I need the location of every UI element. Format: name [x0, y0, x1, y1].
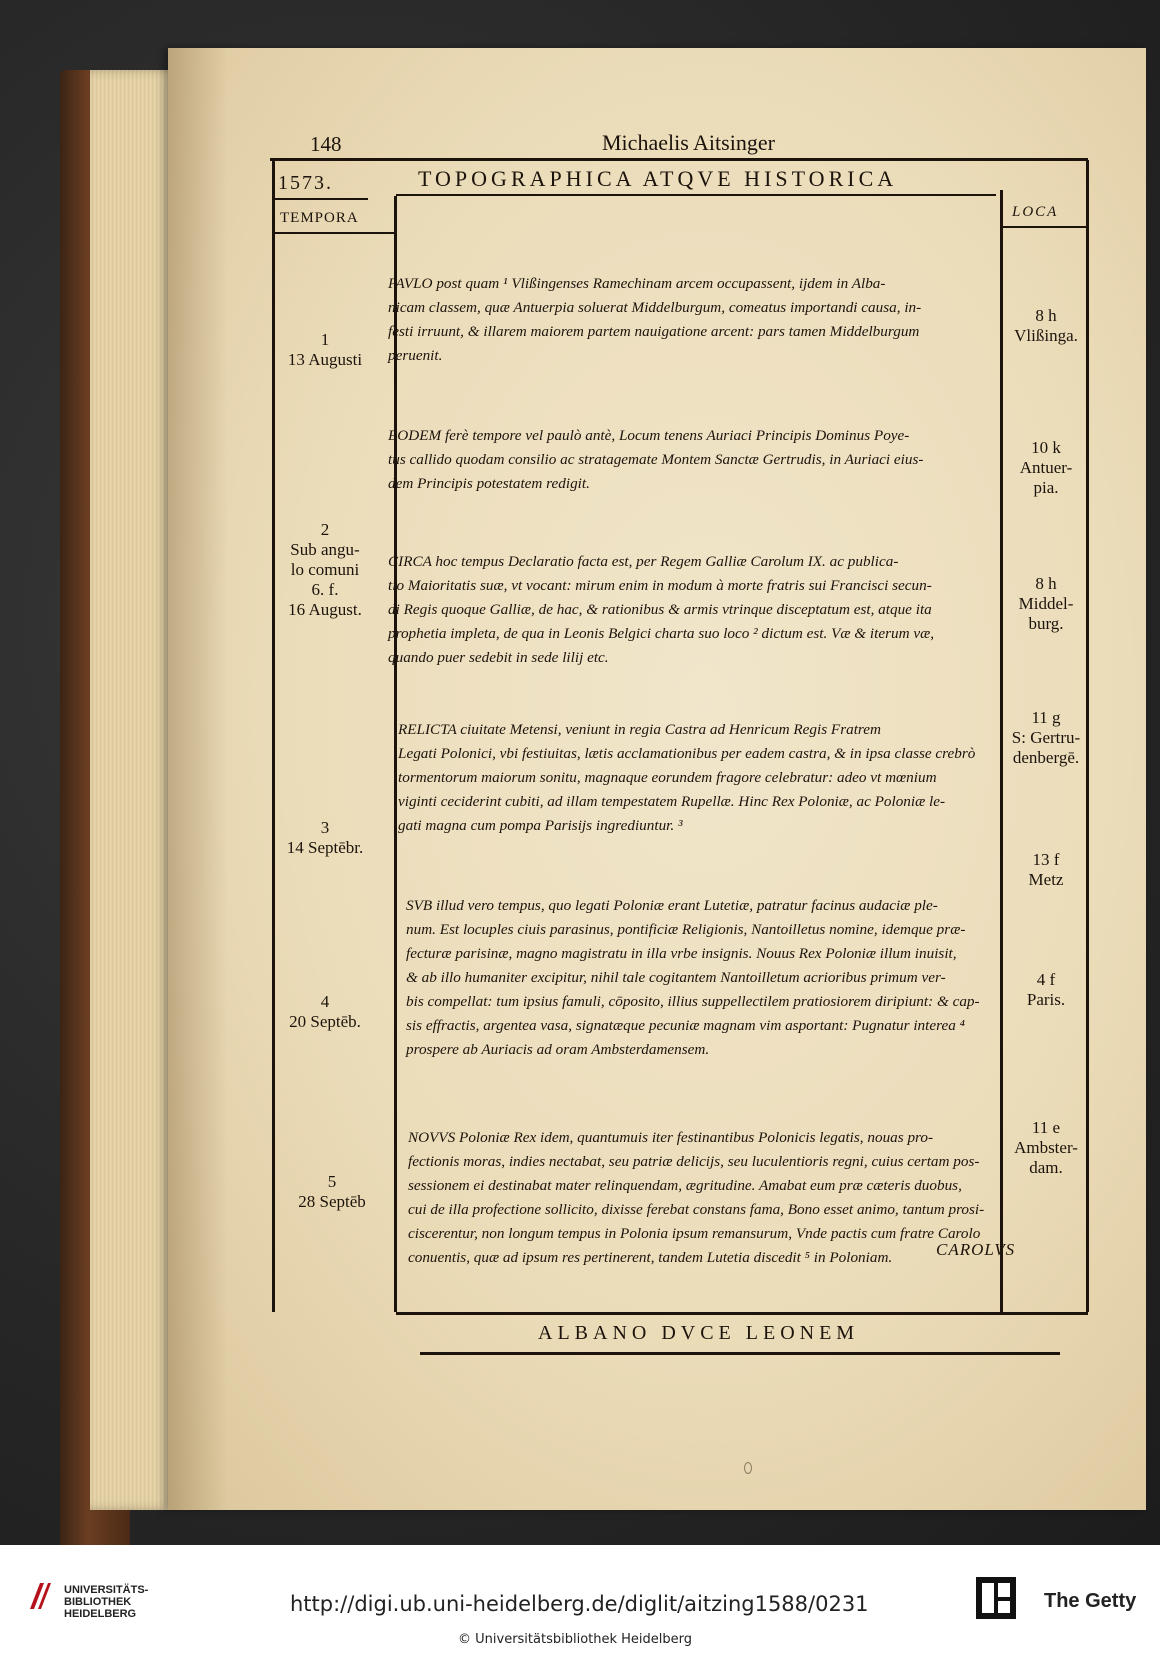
date-note-4: 4 20 Septēb. — [289, 992, 361, 1031]
page-mark — [744, 1462, 752, 1474]
paragraph-svb: SVB illud vero tempus, quo legati Poloniæ erant Lutetiæ, patratur facinus audaciæ ple- num. Est locuples ciuis parasinus, pontificiæ Religionis, Nantoilletus nomine, idemque præ- fecturæ parisinæ, magno magistratu in illa vrbe insignis. Nouus Rex Poloniæ illum inuisit, & ab illo humaniter excipitur, nihil tale cogitantem Nantoilletum acrioribus primum ver- bis compellat: tum ipsius famuli, cōposito, illius suppellectilem pratiosiorem diripiunt: & cap- sis effractis, argentea vasa, signatæque pecuniæ magnam vim asportant: Pugnatur interea ⁴ prospere ab Auriacis ad oram Ambsterdamensem. — [406, 897, 980, 1058]
footer-title: ALBANO DVCE LEONEM — [538, 1322, 860, 1344]
banner-underline — [396, 194, 996, 196]
paragraph-circa: CIRCA hoc tempus Declaratio facta est, per Regem Galliæ Carolum IX. ac publica- tio Maioritatis suæ, vt vocant: mirum enim in modum à morte fratris sui Francisci secun- di Regis quoque Galliæ, de hac, & rationibus & armis vtrinque disceptatum est, atque ita prophetia impleta, de qua in Leonis Belgici charta suo loco ² dictum est. Væ & iterum væ, quando puer sedebit in sede lilij etc. — [388, 553, 935, 666]
book-page-edges — [90, 70, 180, 1510]
source-url[interactable]: http://digi.ub.uni-heidelberg.de/diglit/aitzing1588/0231 — [290, 1592, 869, 1616]
date-note-5: 5 28 Septēb — [298, 1172, 366, 1211]
place-note-ambsterdam: 11 e Ambster- dam. — [1014, 1118, 1078, 1177]
loca-header: LOCA — [1012, 204, 1059, 220]
catchword: CAROLVS — [936, 1240, 1016, 1259]
paragraph-paulo: PAVLO post quam ¹ Vlißingenses Ramechinam arcem occupassent, ijdem in Alba- nicam classem, quæ Antuerpia soluerat Middelburgum, comeatus importandi causa, in- festi irruunt, & illarem maiorem partem nauigatione arcent: pars tamen Middelburgum peruenit. — [388, 275, 922, 364]
footer-rule — [420, 1352, 1060, 1355]
page-number: 148 — [310, 132, 342, 156]
date-note-1: 1 13 Augusti — [287, 330, 363, 369]
year-label: 1573. — [278, 172, 333, 194]
place-note-gertrudenberg: 11 g S: Gertru- denbergē. — [1011, 708, 1081, 767]
paragraph-relicta: RELICTA ciuitate Metensi, veniunt in regia Castra ad Henricum Regis Fratrem Legati Polonici, vbi festiuitas, lætis acclamationibus per eadem castra, & in ipsa classe crebrò tormentorum maiorum sonitu, magnaque eorundem fragore celebratur: adeo vt mœnium viginti ceciderint cubiti, ad illam tempestatem Rupellæ. Hinc Rex Poloniæ, ac Poloniæ le- gati magna cum pompa Parisijs ingrediuntur. ³ — [398, 721, 976, 834]
place-note-metz: 13 f Metz — [1028, 850, 1064, 889]
date-note-2: 2 Sub angu- lo comuni 6. f. 16 August. — [288, 520, 362, 619]
heidelberg-library-logo-icon — [28, 1581, 52, 1611]
banner-title: TOPOGRAPHICA ATQVE HISTORICA — [418, 166, 898, 191]
getty-partner-name: The Getty — [1044, 1590, 1137, 1612]
place-note-paris: 4 f Paris. — [1026, 970, 1066, 1009]
running-head: Michaelis Aitsinger — [602, 130, 775, 155]
top-rule — [270, 158, 1088, 161]
page-gutter-shadow — [168, 48, 228, 1510]
left-header-rule — [272, 232, 396, 234]
right-header-rule — [1000, 226, 1088, 228]
getty-logo-icon — [976, 1577, 1016, 1619]
place-note-middelburg: 8 h Middel- burg. — [1018, 574, 1074, 633]
paragraph-novvs: NOVVS Poloniæ Rex idem, quantumuis iter festinantibus Polonicis legatis, nouas pro- fectionis moras, indies nectabat, seu patriæ delicijs, seu luculentioris regni, cuius certam pos- sessionem ei destinabat mater relinquendam, ægritudine. Amabat eum præ cæteris duobus, cui de illa profectione sollicito, dixisse ferebat constans fama, Bono esset animo, tantum prosi- ciscerentur, non longum tempus in Polonia ipsum remansurum, Vnde pactis cum fratre Carolo conuentis, quæ ad ipsum res pertinerent, tandem Lutetia discedit ⁵ in Poloniam. — [408, 1129, 985, 1266]
bottom-rule — [396, 1312, 1088, 1315]
paragraph-eodem: EODEM ferè tempore vel paulò antè, Locum tenens Auriaci Principis Dominus Poye- tus callido quodam consilio ac stratagemate Montem Sanctæ Gertrudis, in Auriaci eius- dem Principis potestatem redigit. — [388, 427, 924, 492]
copyright-notice: © Universitätsbibliothek Heidelberg — [458, 1632, 693, 1647]
place-note-antuerpia: 10 k Antuer- pia. — [1019, 438, 1073, 497]
date-note-3: 3 14 Septēbr. — [286, 818, 364, 857]
left-subheader-rule — [272, 198, 368, 200]
library-name: UNIVERSITÄTS- BIBLIOTHEK HEIDELBERG — [64, 1584, 149, 1620]
place-note-vlissinga: 8 h Vlißinga. — [1014, 306, 1078, 345]
tempora-header: TEMPORA — [280, 210, 359, 226]
